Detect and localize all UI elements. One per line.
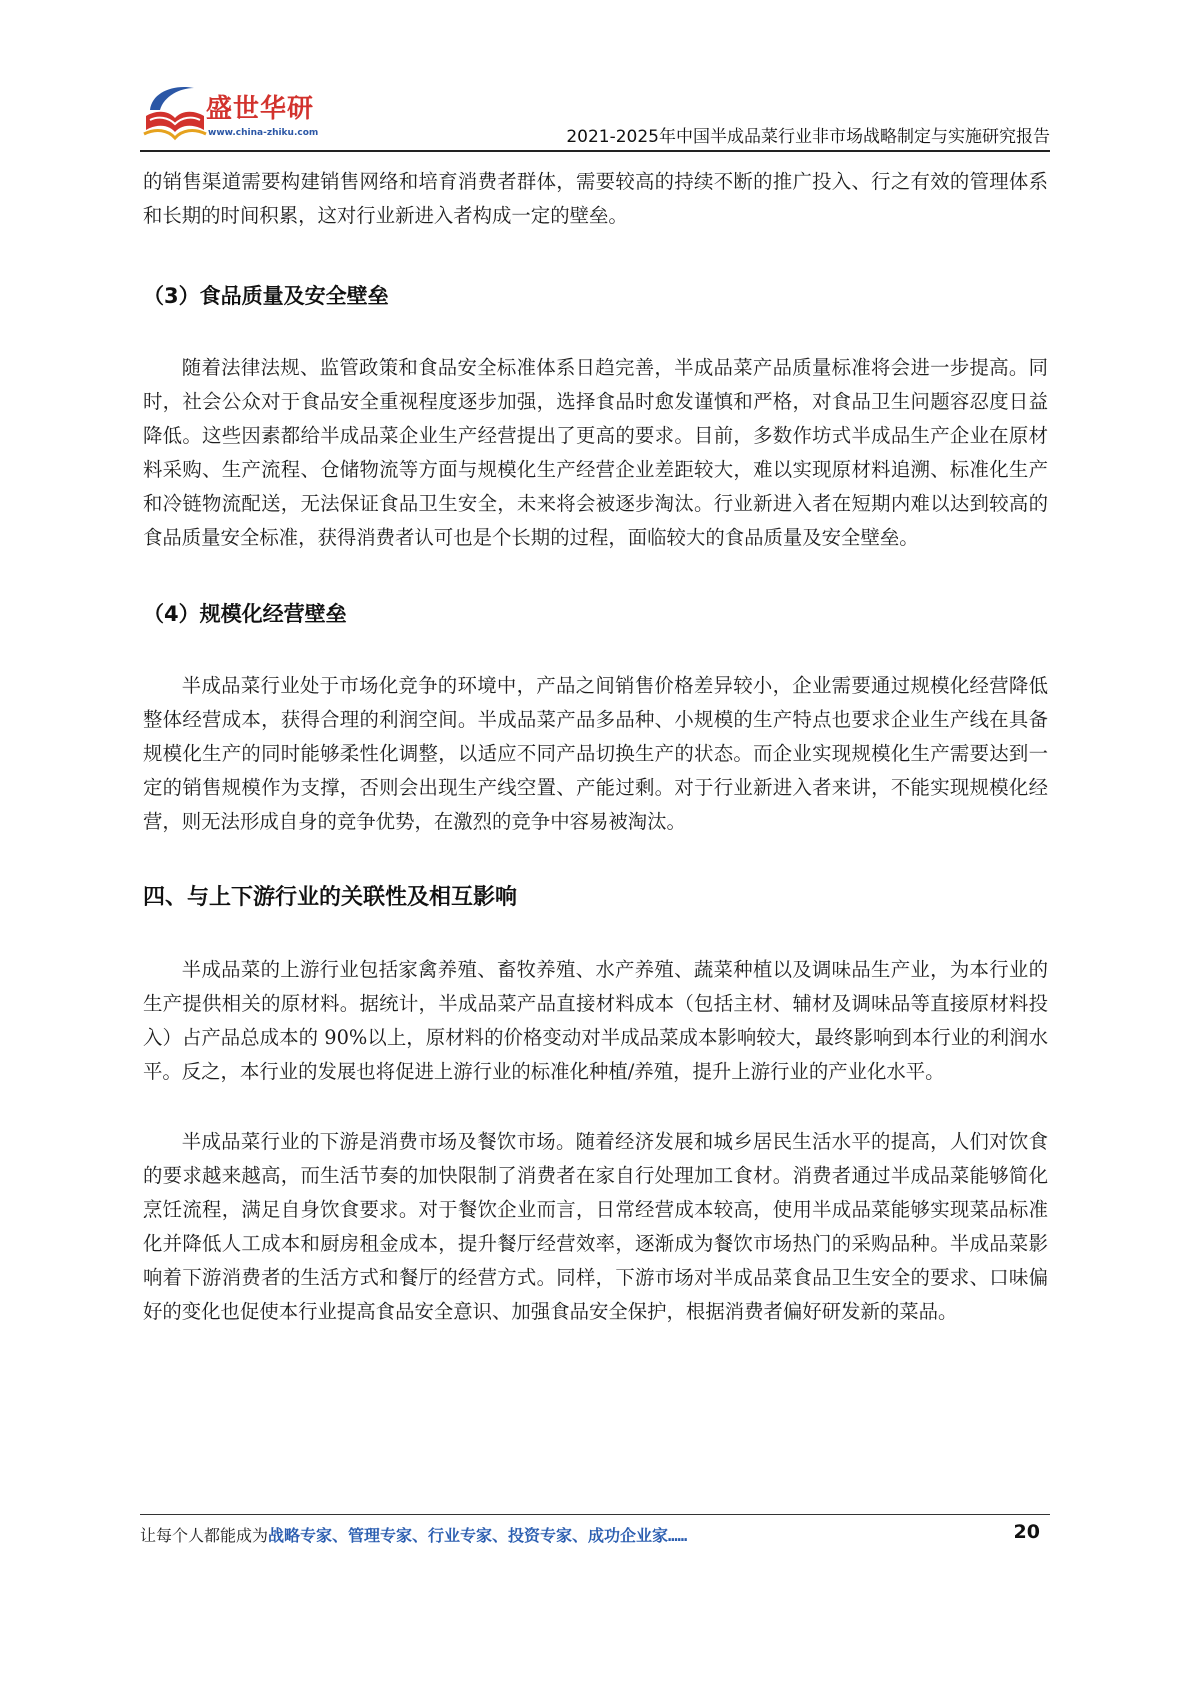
- logo-url: www.china-zhiku.com: [208, 128, 319, 138]
- page-header: [140, 78, 1050, 152]
- section-heading-food-safety: （3）食品质量及安全壁垒: [143, 284, 389, 308]
- continuation-paragraph: 的销售渠道需要构建销售网络和培育消费者群体，需要较高的持续不断的推广投入、行之有效的管理体系和长期的时间积累，这对行业新进入者构成一定的壁垒。: [143, 170, 1048, 227]
- company-logo: [140, 78, 340, 152]
- header-divider: [140, 150, 1050, 152]
- footer-divider: [140, 1514, 1050, 1515]
- slogan-highlight: 战略专家、管理专家、行业专家、投资专家、成功企业家……: [268, 1526, 688, 1545]
- page-number: 20: [1013, 1521, 1040, 1543]
- logo-name: 盛世华研: [206, 94, 315, 124]
- paragraph-downstream: 半成品菜行业的下游是消费市场及餐饮市场。随着经济发展和城乡居民生活水平的提高，人们对饮食的要求越来越高，而生活节奏的加快限制了消费者在家自行处理加工食材。消费者通过半成品菜能够简化烹饪流程，满足自身饮食要求。对于餐饮企业而言，日常经营成本较高，使用半成品菜能够实现菜品标准化并降低人工成本和厨房租金成本，提升餐厅经营效率，逐渐成为餐饮市场热门的采购品种。半成品菜影响着下游消费者的生活方式和餐厅的经营方式。同样，下游市场对半成品菜食品卫生安全的要求、口味偏好的变化也促使本行业提高食品安全意识、加强食品安全保护，根据消费者偏好研发新的菜品。: [143, 1130, 1048, 1323]
- footer-slogan: [140, 1523, 687, 1546]
- paragraph-upstream: 半成品菜的上游行业包括家禽养殖、畜牧养殖、水产养殖、蔬菜种植以及调味品生产业，为本行业的生产提供相关的原材料。据统计，半成品菜产品直接材料成本（包括主材、辅材及调味品等直接原材料投入）占产品总成本的 90%以上，原材料的价格变动对半成品菜成本影响较大，最终影响到本行业的利润水平。反之，本行业的发展也将促进上游行业的标准化种植/养殖，提升上游行业的产业化水平。: [143, 958, 1048, 1083]
- paragraph-scale: 半成品菜行业处于市场化竞争的环境中，产品之间销售价格差异较小，企业需要通过规模化经营降低整体经营成本，获得合理的利润空间。半成品菜产品多品种、小规模的生产特点也要求企业生产线在具备规模化生产的同时能够柔性化调整，以适应不同产品切换生产的状态。而企业实现规模化生产需要达到一定的销售规模作为支撑，否则会出现生产线空置、产能过剩。对于行业新进入者来讲，不能实现规模化经营，则无法形成自身的竞争优势，在激烈的竞争中容易被淘汰。: [143, 674, 1048, 833]
- chapter-heading-upstream-downstream: 四、与上下游行业的关联性及相互影响: [143, 885, 518, 910]
- book-swoosh-logo-icon: [140, 80, 210, 146]
- slogan-prefix: 让每个人都能成为: [140, 1526, 269, 1545]
- page-content: [143, 165, 1048, 1329]
- paragraph-food-safety: 随着法律法规、监管政策和食品安全标准体系日趋完善，半成品菜产品质量标准将会进一步提高。同时，社会公众对于食品安全重视程度逐步加强，选择食品时愈发谨慎和严格，对食品卫生问题容忍度日益降低。这些因素都给半成品菜企业生产经营提出了更高的要求。目前，多数作坊式半成品生产企业在原材料采购、生产流程、仓储物流等方面与规模化生产经营企业差距较大，难以实现原材料追溯、标准化生产和冷链物流配送，无法保证食品卫生安全，未来将会被逐步淘汰。行业新进入者在短期内难以达到较高的食品质量安全标准，获得消费者认可也是个长期的过程，面临较大的食品质量及安全壁垒。: [143, 356, 1048, 549]
- report-title: 2021-2025年中国半成品菜行业非市场战略制定与实施研究报告: [566, 127, 1050, 147]
- section-heading-scale: （4）规模化经营壁垒: [143, 602, 347, 626]
- page-footer: [140, 1523, 1050, 1553]
